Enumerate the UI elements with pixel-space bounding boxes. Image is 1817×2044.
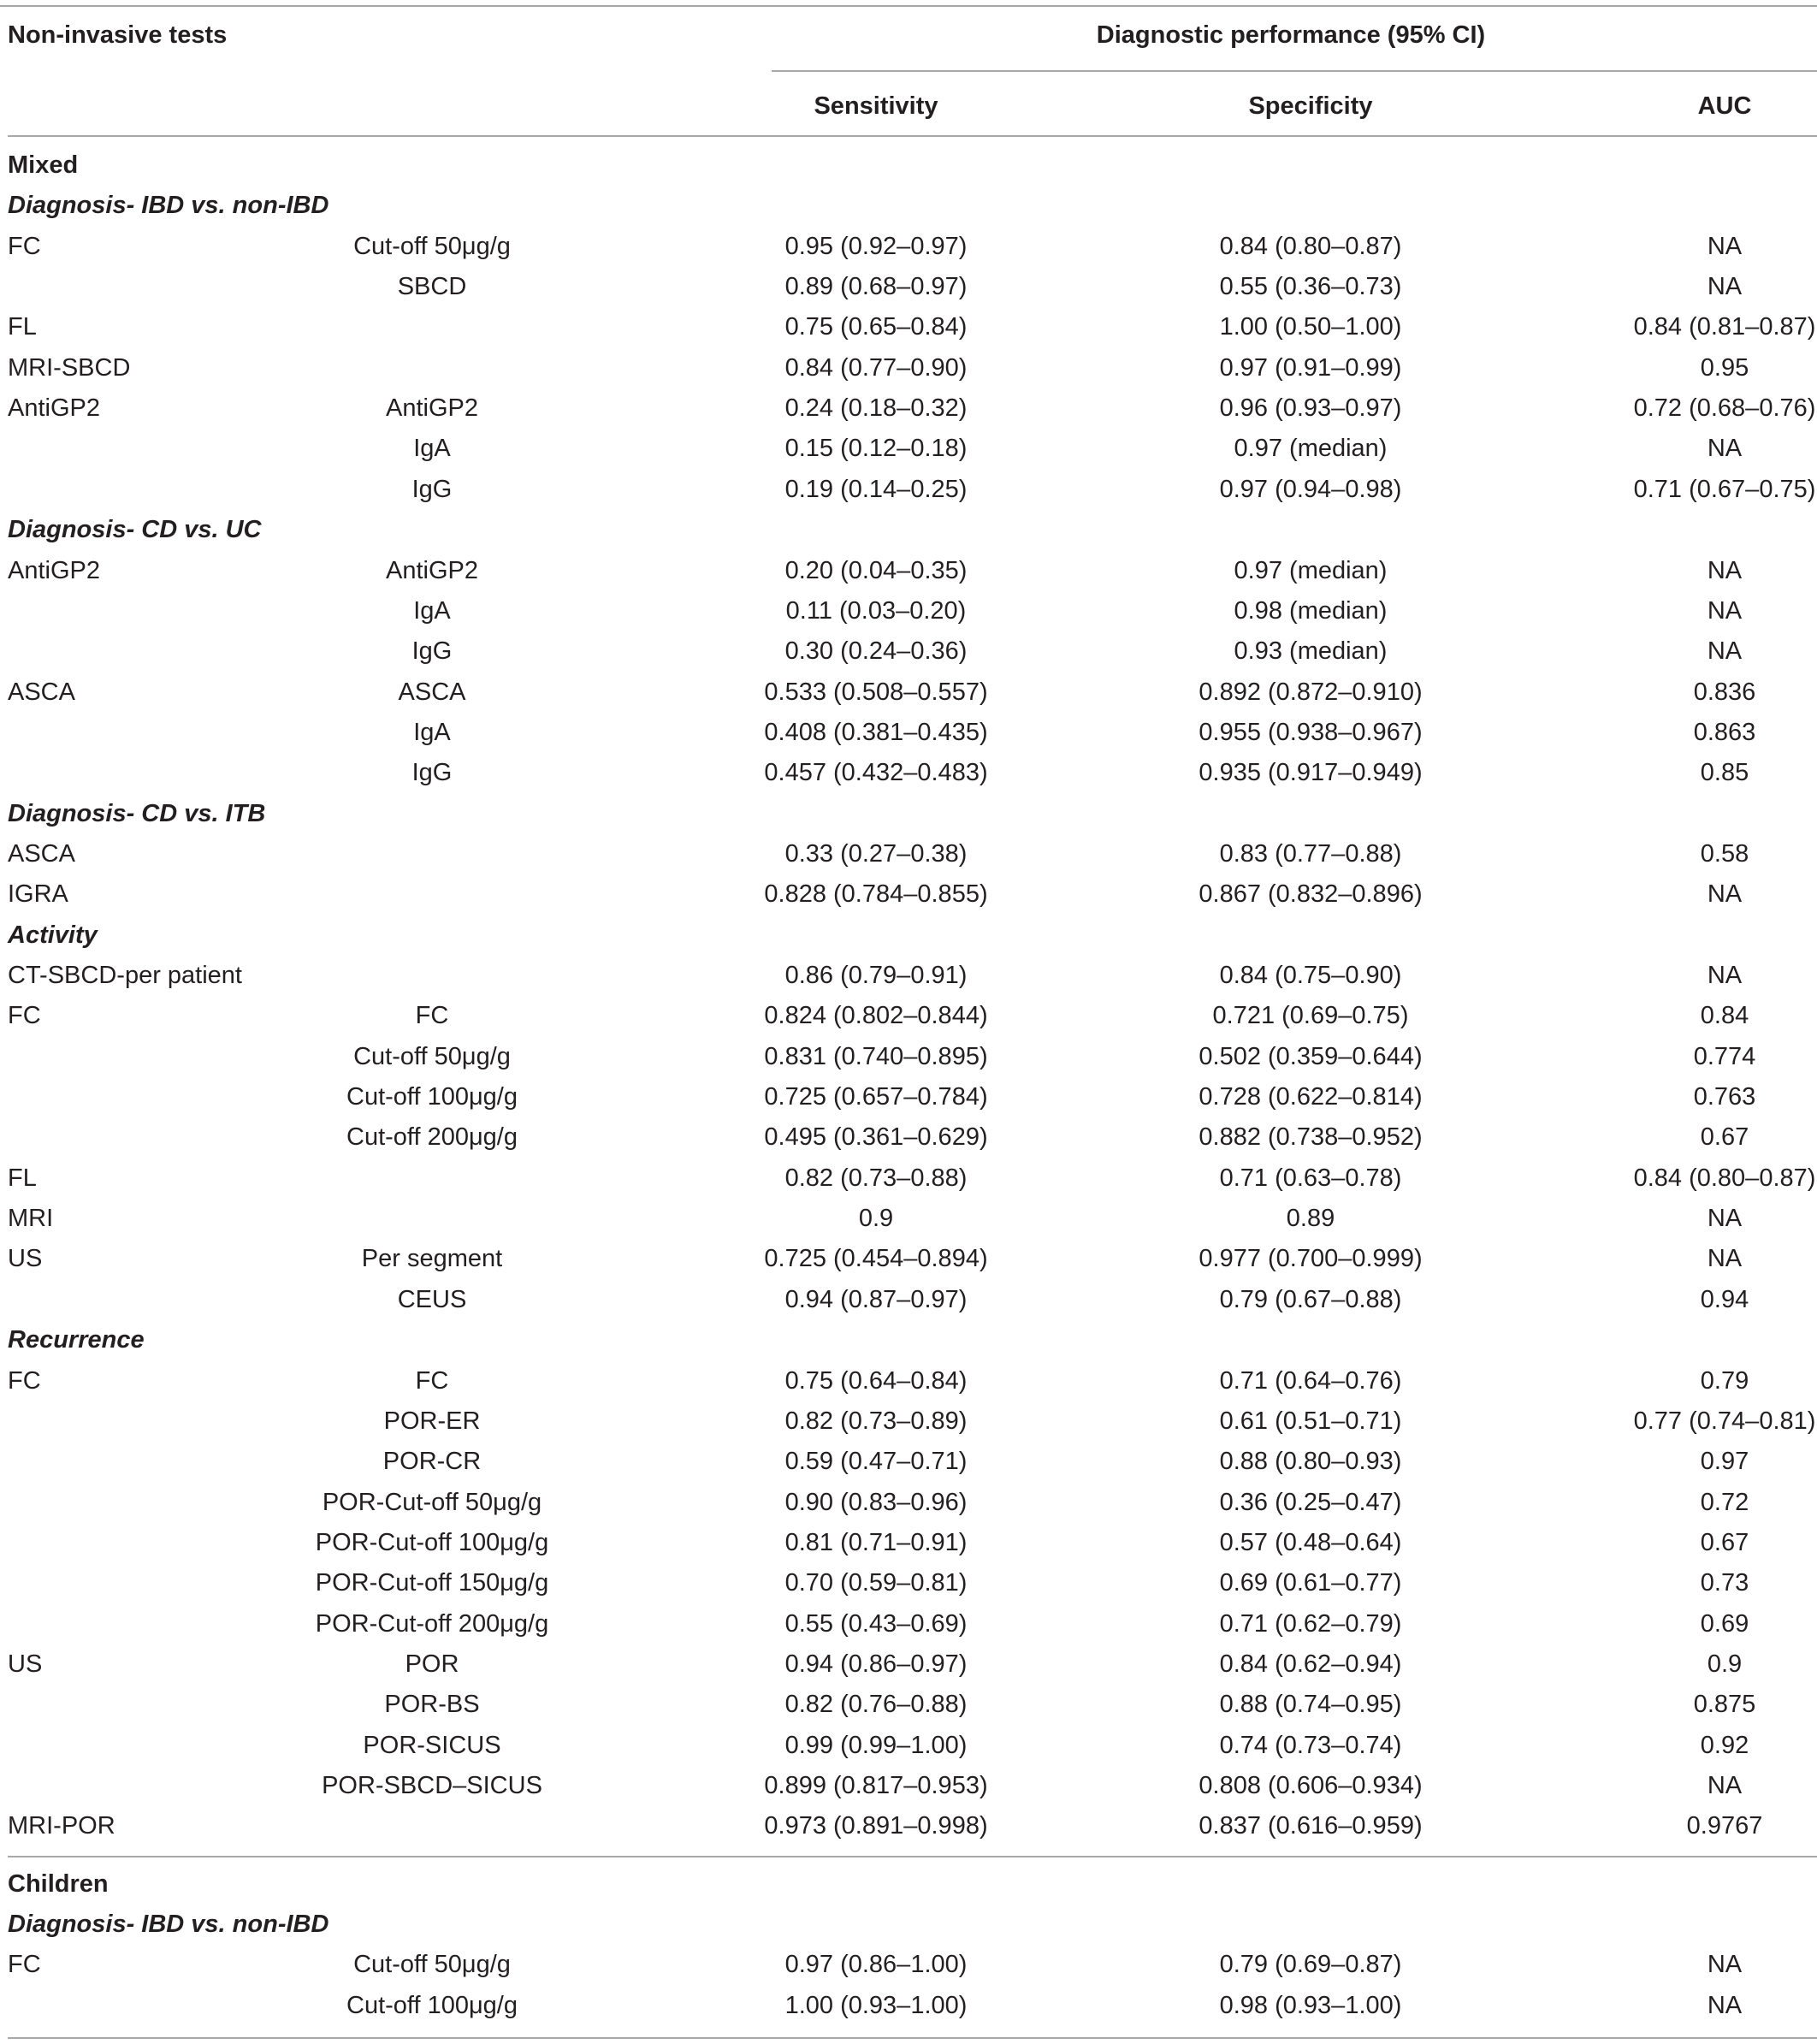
cell-specificity: 0.502 (0.359–0.644) (1199, 1043, 1423, 1070)
cell-auc: 0.72 (0.68–0.76) (1633, 394, 1816, 422)
header-bottom-rule (8, 135, 1817, 137)
cell-subtype: IgA (413, 435, 451, 462)
cell-subtype: Cut-off 50μg/g (353, 233, 511, 260)
subsection-heading: Diagnosis- CD vs. ITB (8, 800, 266, 827)
cell-specificity: 0.88 (0.80–0.93) (1219, 1448, 1402, 1475)
cell-test: IGRA (8, 880, 68, 908)
cell-sensitivity: 0.90 (0.83–0.96) (784, 1489, 968, 1516)
cell-auc: 0.774 (1693, 1043, 1756, 1070)
cell-sensitivity: 0.82 (0.76–0.88) (784, 1691, 968, 1718)
cell-auc: NA (1707, 1245, 1743, 1272)
cell-auc: 0.9 (1707, 1650, 1743, 1678)
cell-sensitivity: 0.24 (0.18–0.32) (784, 394, 968, 422)
top-rule (0, 5, 1817, 7)
cell-specificity: 0.935 (0.917–0.949) (1199, 759, 1423, 786)
cell-auc: NA (1707, 557, 1743, 584)
cell-sensitivity: 0.20 (0.04–0.35) (784, 557, 968, 584)
cell-auc: NA (1707, 273, 1743, 300)
cell-test: MRI (8, 1205, 54, 1232)
cell-test: CT-SBCD-per patient (8, 962, 242, 989)
cell-auc: NA (1707, 637, 1743, 665)
cell-auc: 0.95 (1700, 354, 1749, 382)
cell-sensitivity: 0.408 (0.381–0.435) (764, 719, 988, 746)
cell-sensitivity: 0.82 (0.73–0.88) (784, 1164, 968, 1192)
cell-specificity: 0.837 (0.616–0.959) (1199, 1812, 1423, 1840)
cell-subtype: Per segment (361, 1245, 503, 1272)
cell-sensitivity: 0.725 (0.454–0.894) (764, 1245, 988, 1272)
cell-specificity: 0.74 (0.73–0.74) (1219, 1732, 1402, 1759)
cell-sensitivity: 0.70 (0.59–0.81) (784, 1569, 968, 1597)
cell-test: MRI-SBCD (8, 354, 131, 382)
cell-subtype: IgG (411, 637, 453, 665)
cell-test: FC (8, 1367, 41, 1395)
header-auc: AUC (1697, 92, 1752, 120)
cell-specificity: 0.882 (0.738–0.952) (1199, 1123, 1423, 1151)
cell-specificity: 0.955 (0.938–0.967) (1199, 719, 1423, 746)
cell-subtype: Cut-off 100μg/g (346, 1992, 518, 2019)
cell-sensitivity: 0.828 (0.784–0.855) (764, 880, 988, 908)
group-rule (772, 70, 1817, 72)
cell-specificity: 0.36 (0.25–0.47) (1219, 1489, 1402, 1516)
cell-test: AntiGP2 (8, 557, 100, 584)
cell-test: US (8, 1245, 43, 1272)
subsection-heading: Diagnosis- IBD vs. non-IBD (8, 192, 329, 219)
cell-auc: 0.97 (1700, 1448, 1749, 1475)
cell-test: FL (8, 1164, 37, 1192)
bottom-rule (8, 2037, 1817, 2039)
cell-specificity: 0.98 (0.93–1.00) (1219, 1992, 1402, 2019)
cell-sensitivity: 0.30 (0.24–0.36) (784, 637, 968, 665)
cell-subtype: IgA (413, 719, 451, 746)
cell-test: AntiGP2 (8, 394, 100, 422)
cell-specificity: 0.69 (0.61–0.77) (1219, 1569, 1402, 1597)
cell-subtype: POR-SICUS (363, 1732, 501, 1759)
cell-sensitivity: 0.59 (0.47–0.71) (784, 1448, 968, 1475)
cell-auc: 0.71 (0.67–0.75) (1633, 476, 1816, 503)
subsection-heading: Diagnosis- IBD vs. non-IBD (8, 1911, 329, 1938)
cell-specificity: 0.61 (0.51–0.71) (1219, 1407, 1402, 1435)
cell-auc: 0.763 (1693, 1083, 1756, 1111)
cell-auc: NA (1707, 597, 1743, 625)
cell-auc: NA (1707, 1992, 1743, 2019)
cell-specificity: 0.97 (0.94–0.98) (1219, 476, 1402, 503)
cell-specificity: 0.71 (0.64–0.76) (1219, 1367, 1402, 1395)
header-sensitivity: Sensitivity (814, 92, 938, 120)
cell-subtype: POR-ER (383, 1407, 481, 1435)
cell-specificity: 0.97 (0.91–0.99) (1219, 354, 1402, 382)
cell-test: FC (8, 1951, 41, 1978)
cell-subtype: AntiGP2 (386, 557, 478, 584)
cell-subtype: IgG (411, 476, 453, 503)
cell-test: US (8, 1650, 43, 1678)
cell-sensitivity: 0.899 (0.817–0.953) (764, 1772, 988, 1799)
header-specificity: Specificity (1248, 92, 1373, 120)
cell-sensitivity: 0.75 (0.64–0.84) (784, 1367, 968, 1395)
cell-sensitivity: 0.86 (0.79–0.91) (784, 962, 968, 989)
cell-sensitivity: 0.97 (0.86–1.00) (784, 1951, 968, 1978)
subsection-heading: Diagnosis- CD vs. UC (8, 516, 262, 543)
cell-specificity: 0.892 (0.872–0.910) (1199, 678, 1423, 706)
cell-specificity: 0.79 (0.67–0.88) (1219, 1286, 1402, 1313)
cell-specificity: 0.84 (0.80–0.87) (1219, 233, 1402, 260)
subsection-heading: Activity (8, 921, 98, 949)
section-heading: Children (8, 1870, 109, 1898)
header-non-invasive-tests: Non-invasive tests (8, 21, 228, 49)
cell-auc: 0.84 (0.80–0.87) (1633, 1164, 1816, 1192)
cell-test: ASCA (8, 678, 75, 706)
cell-specificity: 0.71 (0.62–0.79) (1219, 1610, 1402, 1638)
cell-test: FL (8, 313, 37, 341)
cell-test: FC (8, 1002, 41, 1029)
cell-auc: NA (1707, 962, 1743, 989)
cell-auc: NA (1707, 1772, 1743, 1799)
cell-subtype: Cut-off 50μg/g (353, 1951, 511, 1978)
cell-specificity: 0.89 (1286, 1205, 1335, 1232)
cell-subtype: IgA (413, 597, 451, 625)
cell-auc: 0.94 (1700, 1286, 1749, 1313)
cell-specificity: 0.55 (0.36–0.73) (1219, 273, 1402, 300)
cell-specificity: 0.728 (0.622–0.814) (1199, 1083, 1423, 1111)
cell-sensitivity: 0.94 (0.86–0.97) (784, 1650, 968, 1678)
cell-test: ASCA (8, 840, 75, 868)
cell-sensitivity: 0.973 (0.891–0.998) (764, 1812, 988, 1840)
cell-sensitivity: 0.725 (0.657–0.784) (764, 1083, 988, 1111)
cell-subtype: POR-SBCD–SICUS (322, 1772, 542, 1799)
cell-subtype: POR-BS (384, 1691, 480, 1718)
cell-specificity: 0.83 (0.77–0.88) (1219, 840, 1402, 868)
cell-subtype: Cut-off 100μg/g (346, 1083, 518, 1111)
cell-subtype: ASCA (398, 678, 466, 706)
cell-subtype: POR (405, 1650, 459, 1678)
cell-specificity: 1.00 (0.50–1.00) (1219, 313, 1402, 341)
cell-subtype: Cut-off 50μg/g (353, 1043, 511, 1070)
cell-sensitivity: 0.89 (0.68–0.97) (784, 273, 968, 300)
cell-auc: 0.67 (1700, 1123, 1749, 1151)
cell-specificity: 0.808 (0.606–0.934) (1199, 1772, 1423, 1799)
cell-sensitivity: 0.75 (0.65–0.84) (784, 313, 968, 341)
cell-sensitivity: 0.94 (0.87–0.97) (784, 1286, 968, 1313)
cell-sensitivity: 0.533 (0.508–0.557) (764, 678, 988, 706)
cell-auc: 0.73 (1700, 1569, 1749, 1597)
cell-specificity: 0.79 (0.69–0.87) (1219, 1951, 1402, 1978)
cell-auc: 0.9767 (1686, 1812, 1763, 1840)
cell-auc: 0.58 (1700, 840, 1749, 868)
cell-auc: 0.84 (0.81–0.87) (1633, 313, 1816, 341)
cell-sensitivity: 0.11 (0.03–0.20) (785, 597, 967, 625)
cell-specificity: 0.721 (0.69–0.75) (1212, 1002, 1409, 1029)
cell-auc: 0.92 (1700, 1732, 1749, 1759)
header-diagnostic-performance: Diagnostic performance (95% CI) (1096, 21, 1486, 49)
cell-sensitivity: 0.95 (0.92–0.97) (784, 233, 968, 260)
cell-sensitivity: 0.831 (0.740–0.895) (764, 1043, 988, 1070)
cell-sensitivity: 0.9 (858, 1205, 894, 1232)
cell-auc: 0.67 (1700, 1529, 1749, 1556)
cell-subtype: POR-Cut-off 50μg/g (322, 1489, 542, 1516)
cell-sensitivity: 1.00 (0.93–1.00) (784, 1992, 968, 2019)
cell-auc: 0.863 (1693, 719, 1756, 746)
cell-specificity: 0.97 (median) (1234, 435, 1388, 462)
cell-subtype: CEUS (397, 1286, 467, 1313)
cell-specificity: 0.71 (0.63–0.78) (1219, 1164, 1402, 1192)
cell-subtype: IgG (411, 759, 453, 786)
cell-auc: NA (1707, 435, 1743, 462)
cell-sensitivity: 0.81 (0.71–0.91) (784, 1529, 968, 1556)
cell-subtype: FC (415, 1002, 449, 1029)
cell-sensitivity: 0.457 (0.432–0.483) (764, 759, 988, 786)
cell-auc: NA (1707, 233, 1743, 260)
cell-test: MRI-POR (8, 1812, 115, 1840)
cell-sensitivity: 0.82 (0.73–0.89) (784, 1407, 968, 1435)
cell-sensitivity: 0.824 (0.802–0.844) (764, 1002, 988, 1029)
cell-auc: 0.77 (0.74–0.81) (1633, 1407, 1816, 1435)
cell-test: FC (8, 233, 41, 260)
cell-specificity: 0.57 (0.48–0.64) (1219, 1529, 1402, 1556)
cell-specificity: 0.96 (0.93–0.97) (1219, 394, 1402, 422)
cell-subtype: POR-Cut-off 200μg/g (315, 1610, 549, 1638)
cell-auc: NA (1707, 1205, 1743, 1232)
cell-specificity: 0.84 (0.62–0.94) (1219, 1650, 1402, 1678)
cell-auc: 0.875 (1693, 1691, 1756, 1718)
cell-specificity: 0.97 (median) (1234, 557, 1388, 584)
cell-sensitivity: 0.33 (0.27–0.38) (784, 840, 968, 868)
cell-auc: NA (1707, 1951, 1743, 1978)
cell-sensitivity: 0.99 (0.99–1.00) (784, 1732, 968, 1759)
section-heading: Mixed (8, 151, 79, 179)
cell-auc: 0.84 (1700, 1002, 1749, 1029)
cell-auc: NA (1707, 880, 1743, 908)
cell-specificity: 0.867 (0.832–0.896) (1199, 880, 1423, 908)
cell-specificity: 0.977 (0.700–0.999) (1199, 1245, 1423, 1272)
cell-subtype: POR-Cut-off 150μg/g (315, 1569, 549, 1597)
cell-sensitivity: 0.84 (0.77–0.90) (784, 354, 968, 382)
cell-specificity: 0.88 (0.74–0.95) (1219, 1691, 1402, 1718)
cell-auc: 0.85 (1700, 759, 1749, 786)
cell-auc: 0.79 (1700, 1367, 1749, 1395)
subsection-heading: Recurrence (8, 1326, 145, 1354)
cell-sensitivity: 0.55 (0.43–0.69) (784, 1610, 968, 1638)
cell-specificity: 0.84 (0.75–0.90) (1219, 962, 1402, 989)
cell-auc: 0.69 (1700, 1610, 1749, 1638)
cell-specificity: 0.98 (median) (1234, 597, 1388, 625)
cell-auc: 0.836 (1693, 678, 1756, 706)
cell-subtype: POR-CR (382, 1448, 482, 1475)
cell-subtype: Cut-off 200μg/g (346, 1123, 518, 1151)
cell-subtype: SBCD (397, 273, 467, 300)
cell-sensitivity: 0.15 (0.12–0.18) (784, 435, 968, 462)
cell-subtype: AntiGP2 (386, 394, 478, 422)
section-divider (8, 1856, 1817, 1857)
cell-specificity: 0.93 (median) (1234, 637, 1388, 665)
cell-sensitivity: 0.19 (0.14–0.25) (784, 476, 968, 503)
cell-auc: 0.72 (1700, 1489, 1749, 1516)
cell-sensitivity: 0.495 (0.361–0.629) (764, 1123, 988, 1151)
cell-subtype: FC (415, 1367, 449, 1395)
cell-subtype: POR-Cut-off 100μg/g (315, 1529, 549, 1556)
